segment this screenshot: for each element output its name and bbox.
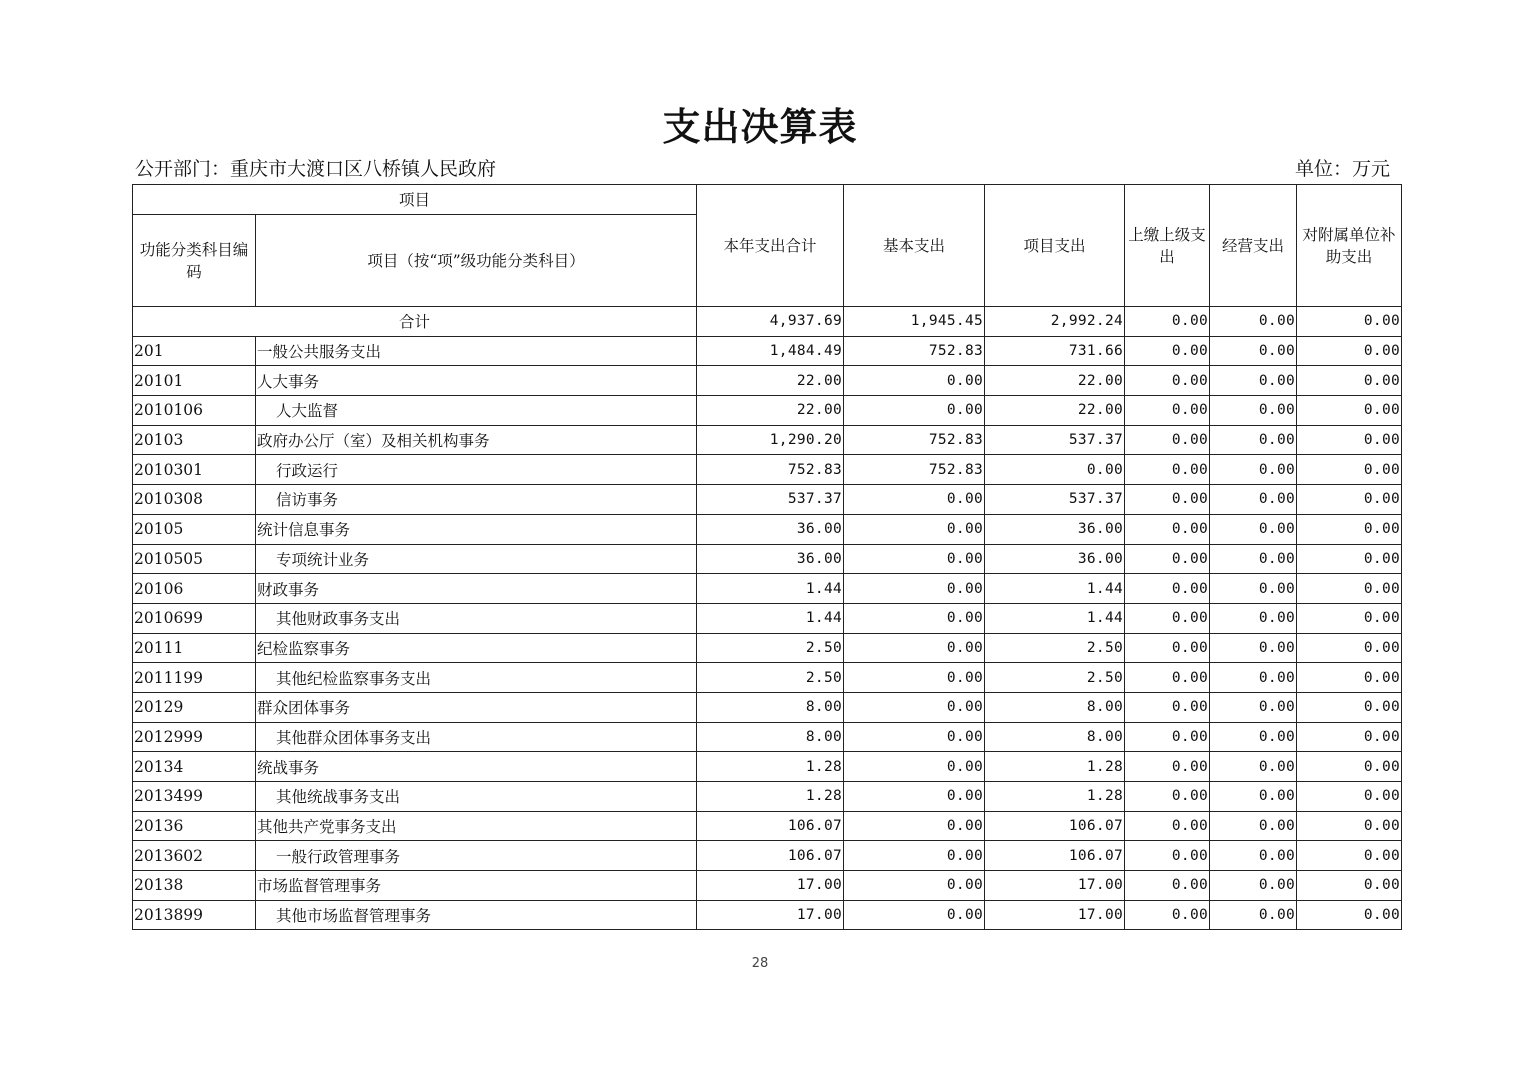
row-name: 一般公共服务支出 bbox=[256, 336, 697, 366]
row-value: 0.00 bbox=[1210, 574, 1297, 604]
row-value: 0.00 bbox=[1210, 692, 1297, 722]
row-value: 752.83 bbox=[844, 425, 985, 455]
row-value: 0.00 bbox=[1210, 663, 1297, 693]
row-value: 36.00 bbox=[985, 514, 1125, 544]
row-name: 财政事务 bbox=[256, 574, 697, 604]
header-operating: 经营支出 bbox=[1210, 185, 1297, 307]
table-row bbox=[133, 455, 1402, 485]
row-value: 2.50 bbox=[697, 663, 844, 693]
total-value: 0.00 bbox=[1210, 307, 1297, 337]
row-code: 2011199 bbox=[133, 663, 256, 693]
row-name: 其他财政事务支出 bbox=[256, 603, 697, 633]
total-value: 2,992.24 bbox=[985, 307, 1125, 337]
row-name: 其他共产党事务支出 bbox=[256, 811, 697, 841]
row-code: 20111 bbox=[133, 633, 256, 663]
row-code: 2013499 bbox=[133, 782, 256, 812]
row-value: 22.00 bbox=[985, 366, 1125, 396]
row-value: 1.28 bbox=[697, 752, 844, 782]
row-value: 0.00 bbox=[1125, 752, 1210, 782]
row-value: 0.00 bbox=[844, 544, 985, 574]
row-value: 0.00 bbox=[1297, 752, 1402, 782]
row-value: 0.00 bbox=[1297, 782, 1402, 812]
table-row bbox=[133, 485, 1402, 515]
row-value: 0.00 bbox=[844, 782, 985, 812]
row-value: 0.00 bbox=[1210, 871, 1297, 901]
row-name: 专项统计业务 bbox=[256, 544, 697, 574]
row-value: 0.00 bbox=[844, 366, 985, 396]
row-value: 36.00 bbox=[697, 544, 844, 574]
row-code: 2013899 bbox=[133, 900, 256, 930]
total-row bbox=[133, 307, 1402, 337]
row-value: 0.00 bbox=[1297, 871, 1402, 901]
row-value: 0.00 bbox=[844, 633, 985, 663]
row-value: 0.00 bbox=[1125, 841, 1210, 871]
row-name: 群众团体事务 bbox=[256, 692, 697, 722]
department-label: 公开部门：重庆市大渡口区八桥镇人民政府 bbox=[135, 158, 497, 180]
row-value: 0.00 bbox=[1210, 782, 1297, 812]
row-value: 537.37 bbox=[985, 425, 1125, 455]
table-row bbox=[133, 514, 1402, 544]
row-value: 0.00 bbox=[1125, 455, 1210, 485]
table-row bbox=[133, 722, 1402, 752]
row-value: 537.37 bbox=[697, 485, 844, 515]
row-code: 2010106 bbox=[133, 396, 256, 426]
row-value: 0.00 bbox=[1297, 900, 1402, 930]
row-value: 752.83 bbox=[844, 455, 985, 485]
row-name: 人大事务 bbox=[256, 366, 697, 396]
row-value: 0.00 bbox=[1210, 900, 1297, 930]
row-code: 20138 bbox=[133, 871, 256, 901]
row-value: 0.00 bbox=[1297, 663, 1402, 693]
row-value: 752.83 bbox=[844, 336, 985, 366]
row-value: 1.44 bbox=[697, 603, 844, 633]
row-code: 20106 bbox=[133, 574, 256, 604]
table-row bbox=[133, 692, 1402, 722]
row-value: 0.00 bbox=[1125, 425, 1210, 455]
row-value: 0.00 bbox=[1210, 841, 1297, 871]
row-value: 0.00 bbox=[1297, 692, 1402, 722]
page-title: 支出决算表 bbox=[662, 105, 858, 149]
row-value: 0.00 bbox=[1297, 722, 1402, 752]
total-value: 4,937.69 bbox=[697, 307, 844, 337]
row-value: 1,290.20 bbox=[697, 425, 844, 455]
page-number: 28 bbox=[751, 956, 769, 971]
header-total: 本年支出合计 bbox=[697, 185, 844, 307]
row-name: 统计信息事务 bbox=[256, 514, 697, 544]
row-value: 0.00 bbox=[1125, 811, 1210, 841]
row-value: 0.00 bbox=[1125, 574, 1210, 604]
total-value: 1,945.45 bbox=[844, 307, 985, 337]
row-code: 2010308 bbox=[133, 485, 256, 515]
row-value: 0.00 bbox=[844, 485, 985, 515]
table-row bbox=[133, 574, 1402, 604]
row-value: 0.00 bbox=[1125, 663, 1210, 693]
row-value: 0.00 bbox=[1210, 485, 1297, 515]
row-value: 537.37 bbox=[985, 485, 1125, 515]
row-value: 0.00 bbox=[844, 752, 985, 782]
row-value: 0.00 bbox=[1125, 514, 1210, 544]
row-value: 106.07 bbox=[697, 811, 844, 841]
row-value: 8.00 bbox=[697, 722, 844, 752]
row-code: 201 bbox=[133, 336, 256, 366]
table-row bbox=[133, 841, 1402, 871]
row-value: 1.28 bbox=[985, 752, 1125, 782]
row-value: 0.00 bbox=[1210, 752, 1297, 782]
row-value: 8.00 bbox=[697, 692, 844, 722]
header-project-group: 项目 bbox=[133, 185, 697, 215]
row-name: 统战事务 bbox=[256, 752, 697, 782]
row-code: 20105 bbox=[133, 514, 256, 544]
row-value: 0.00 bbox=[1297, 396, 1402, 426]
table-row bbox=[133, 752, 1402, 782]
row-value: 0.00 bbox=[985, 455, 1125, 485]
row-value: 17.00 bbox=[985, 871, 1125, 901]
row-code: 20103 bbox=[133, 425, 256, 455]
row-value: 0.00 bbox=[1210, 336, 1297, 366]
row-code: 20134 bbox=[133, 752, 256, 782]
row-value: 106.07 bbox=[985, 841, 1125, 871]
expenditure-table bbox=[132, 184, 1402, 930]
row-value: 0.00 bbox=[844, 900, 985, 930]
row-value: 17.00 bbox=[985, 900, 1125, 930]
row-value: 106.07 bbox=[697, 841, 844, 871]
row-value: 0.00 bbox=[1210, 722, 1297, 752]
row-value: 1,484.49 bbox=[697, 336, 844, 366]
row-name: 市场监督管理事务 bbox=[256, 871, 697, 901]
row-code: 2012999 bbox=[133, 722, 256, 752]
row-value: 0.00 bbox=[1210, 603, 1297, 633]
row-value: 0.00 bbox=[1210, 544, 1297, 574]
row-value: 106.07 bbox=[985, 811, 1125, 841]
row-value: 0.00 bbox=[1125, 603, 1210, 633]
row-value: 8.00 bbox=[985, 722, 1125, 752]
table-row bbox=[133, 871, 1402, 901]
table-row bbox=[133, 544, 1402, 574]
row-value: 752.83 bbox=[697, 455, 844, 485]
unit-label: 单位：万元 bbox=[1294, 158, 1390, 180]
row-value: 0.00 bbox=[1210, 366, 1297, 396]
row-name: 政府办公厅（室）及相关机构事务 bbox=[256, 425, 697, 455]
row-value: 2.50 bbox=[985, 663, 1125, 693]
row-value: 0.00 bbox=[1297, 366, 1402, 396]
row-value: 0.00 bbox=[1297, 633, 1402, 663]
table-row bbox=[133, 396, 1402, 426]
row-value: 0.00 bbox=[844, 692, 985, 722]
total-value: 0.00 bbox=[1297, 307, 1402, 337]
row-value: 0.00 bbox=[1125, 782, 1210, 812]
row-value: 2.50 bbox=[697, 633, 844, 663]
row-value: 17.00 bbox=[697, 900, 844, 930]
table-row bbox=[133, 663, 1402, 693]
row-name: 其他群众团体事务支出 bbox=[256, 722, 697, 752]
table-row bbox=[133, 603, 1402, 633]
row-value: 0.00 bbox=[844, 663, 985, 693]
header-basic: 基本支出 bbox=[844, 185, 985, 307]
header-name: 项目（按“项”级功能分类科目） bbox=[256, 215, 697, 307]
row-code: 20136 bbox=[133, 811, 256, 841]
row-value: 0.00 bbox=[844, 811, 985, 841]
row-value: 0.00 bbox=[1210, 425, 1297, 455]
row-code: 2010301 bbox=[133, 455, 256, 485]
row-value: 2.50 bbox=[985, 633, 1125, 663]
row-value: 731.66 bbox=[985, 336, 1125, 366]
row-name: 人大监督 bbox=[256, 396, 697, 426]
row-code: 2010699 bbox=[133, 603, 256, 633]
row-name: 其他市场监督管理事务 bbox=[256, 900, 697, 930]
row-value: 1.44 bbox=[985, 574, 1125, 604]
row-value: 0.00 bbox=[1125, 633, 1210, 663]
row-name: 其他统战事务支出 bbox=[256, 782, 697, 812]
row-value: 0.00 bbox=[1297, 811, 1402, 841]
row-value: 0.00 bbox=[1210, 455, 1297, 485]
table-row bbox=[133, 900, 1402, 930]
row-value: 0.00 bbox=[844, 722, 985, 752]
row-name: 行政运行 bbox=[256, 455, 697, 485]
row-value: 22.00 bbox=[985, 396, 1125, 426]
row-value: 36.00 bbox=[697, 514, 844, 544]
row-value: 0.00 bbox=[1297, 574, 1402, 604]
row-name: 纪检监察事务 bbox=[256, 633, 697, 663]
header-remit: 上缴上级支出 bbox=[1125, 185, 1210, 307]
table-row bbox=[133, 782, 1402, 812]
row-code: 20101 bbox=[133, 366, 256, 396]
row-value: 0.00 bbox=[1297, 485, 1402, 515]
table-row bbox=[133, 633, 1402, 663]
row-value: 0.00 bbox=[1297, 603, 1402, 633]
row-name: 其他纪检监察事务支出 bbox=[256, 663, 697, 693]
row-value: 17.00 bbox=[697, 871, 844, 901]
row-name: 一般行政管理事务 bbox=[256, 841, 697, 871]
row-value: 0.00 bbox=[1125, 544, 1210, 574]
row-value: 0.00 bbox=[1297, 544, 1402, 574]
row-value: 0.00 bbox=[1210, 514, 1297, 544]
row-value: 0.00 bbox=[1210, 633, 1297, 663]
row-value: 0.00 bbox=[1125, 396, 1210, 426]
row-value: 0.00 bbox=[844, 514, 985, 544]
row-value: 1.28 bbox=[697, 782, 844, 812]
table-row bbox=[133, 425, 1402, 455]
row-code: 2013602 bbox=[133, 841, 256, 871]
row-value: 0.00 bbox=[844, 841, 985, 871]
row-value: 22.00 bbox=[697, 396, 844, 426]
row-value: 0.00 bbox=[1125, 366, 1210, 396]
row-value: 1.44 bbox=[697, 574, 844, 604]
row-value: 8.00 bbox=[985, 692, 1125, 722]
row-value: 0.00 bbox=[1297, 336, 1402, 366]
row-value: 0.00 bbox=[1210, 396, 1297, 426]
row-value: 22.00 bbox=[697, 366, 844, 396]
table-row bbox=[133, 366, 1402, 396]
row-value: 0.00 bbox=[1125, 871, 1210, 901]
row-value: 1.28 bbox=[985, 782, 1125, 812]
row-value: 0.00 bbox=[1297, 455, 1402, 485]
row-value: 1.44 bbox=[985, 603, 1125, 633]
row-value: 0.00 bbox=[1297, 425, 1402, 455]
header-code: 功能分类科目编码 bbox=[133, 215, 256, 307]
row-value: 0.00 bbox=[1125, 336, 1210, 366]
table-row bbox=[133, 811, 1402, 841]
row-value: 0.00 bbox=[844, 603, 985, 633]
row-value: 36.00 bbox=[985, 544, 1125, 574]
header-project-expense: 项目支出 bbox=[985, 185, 1125, 307]
header-subsidy: 对附属单位补助支出 bbox=[1297, 185, 1402, 307]
row-value: 0.00 bbox=[1125, 692, 1210, 722]
row-code: 20129 bbox=[133, 692, 256, 722]
row-value: 0.00 bbox=[1125, 900, 1210, 930]
row-name: 信访事务 bbox=[256, 485, 697, 515]
row-value: 0.00 bbox=[844, 871, 985, 901]
row-code: 2010505 bbox=[133, 544, 256, 574]
table-row bbox=[133, 336, 1402, 366]
row-value: 0.00 bbox=[1297, 514, 1402, 544]
row-value: 0.00 bbox=[1297, 841, 1402, 871]
total-value: 0.00 bbox=[1125, 307, 1210, 337]
total-label: 合计 bbox=[133, 307, 697, 337]
row-value: 0.00 bbox=[1125, 485, 1210, 515]
row-value: 0.00 bbox=[844, 396, 985, 426]
row-value: 0.00 bbox=[1125, 722, 1210, 752]
row-value: 0.00 bbox=[844, 574, 985, 604]
row-value: 0.00 bbox=[1210, 811, 1297, 841]
